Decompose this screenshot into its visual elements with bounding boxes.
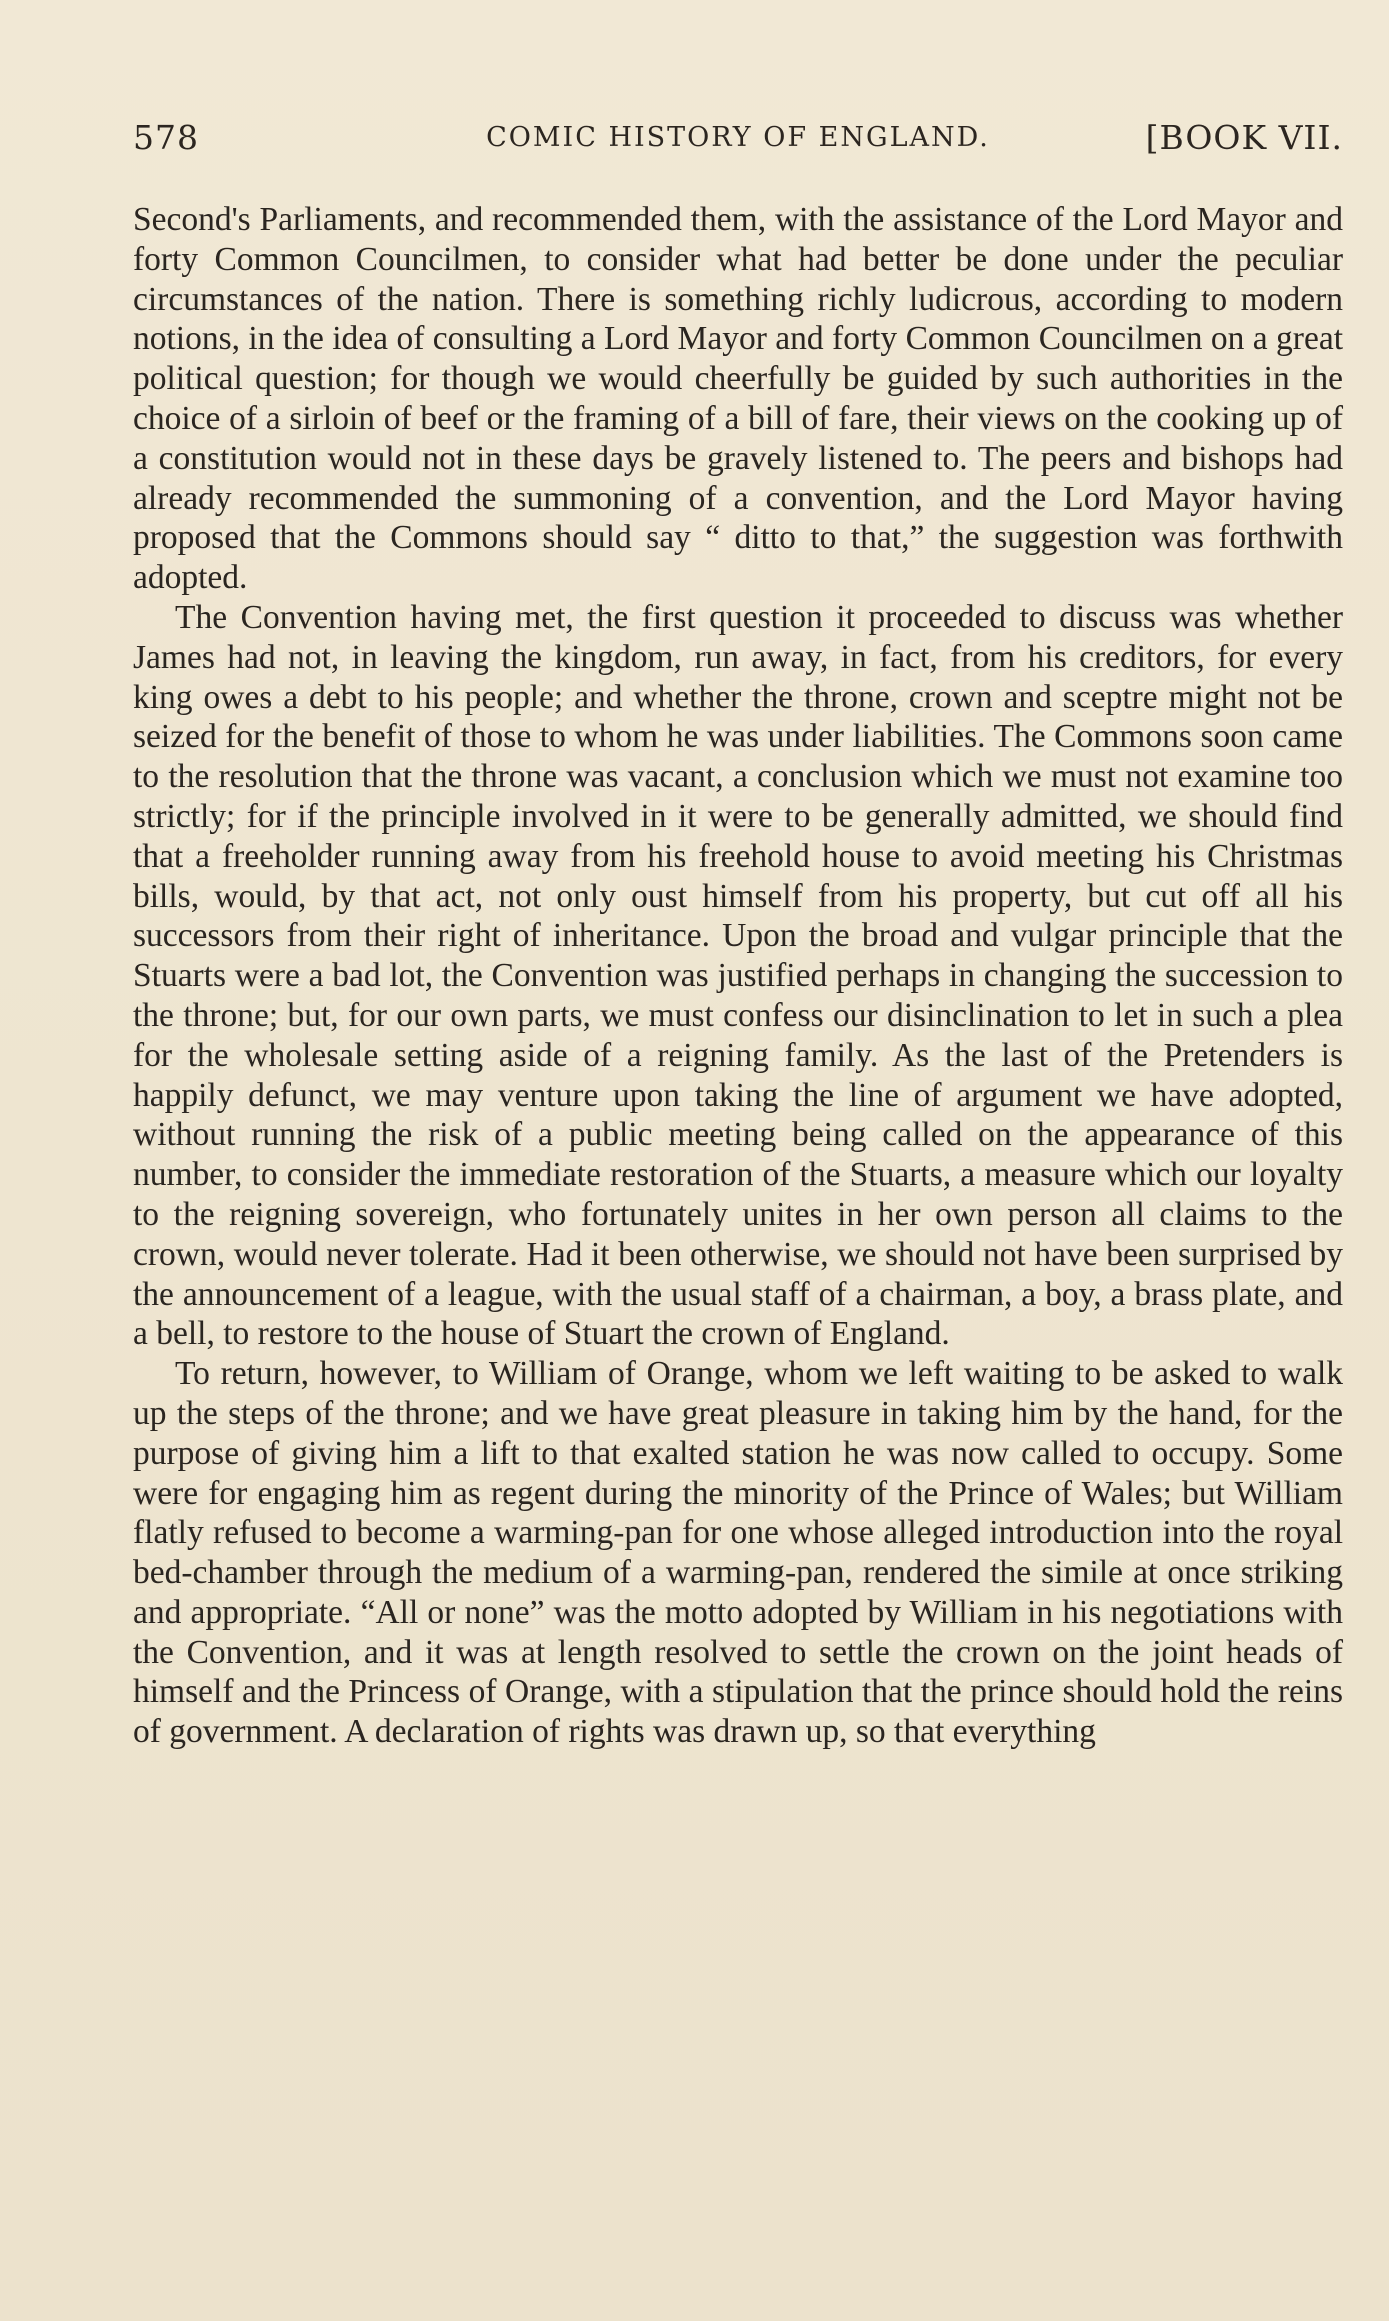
body-text — [133, 200, 1343, 1752]
running-title: COMIC HISTORY OF ENGLAND. — [486, 122, 990, 153]
paragraph: Second's Parliaments, and recommended them, with the assistance of the Lord Mayor and forty Common Councilmen, to consider what had better be done under the peculiar circumstances of the nation. There is something richly ludicrous, according to modern notions, in the idea of consulting a Lord Mayor and forty Common Councilmen on a great political question; for though we would cheerfully be guided by such authorities in the choice of a sirloin of beef or the framing of a bill of fare, their views on the cooking up of a constitution would not in these days be gravely listened to. The peers and bishops had already recommended the summoning of a convention, and the Lord Mayor having proposed that the Commons should say “ ditto to that,” the suggestion was forthwith adopted. — [133, 201, 1343, 597]
page-number: 578 — [133, 118, 199, 157]
page-header — [133, 118, 1343, 168]
paragraph: The Convention having met, the first question it proceeded to discuss was whether James had not, in leaving the kingdom, run away, in fact, from his creditors, for every king owes a debt to his people; and whether the throne, crown and sceptre might not be seized for the benefit of those to whom he was under liabilities. The Commons soon came to the resolution that the throne was vacant, a conclusion which we must not examine too strictly; for if the principle involved in it were to be generally admitted, we should find that a freeholder running away from his freehold house to avoid meeting his Christmas bills, would, by that act, not only oust himself from his property, but cut off all his successors from their right of inheritance. Upon the broad and vulgar principle that the Stuarts were a bad lot, the Convention was justified perhaps in changing the succession to the throne; but, for our own parts, we must confess our disinclination to let in such a plea for the wholesale setting aside of a reigning family. As the last of the Pretenders is happily defunct, we may venture upon taking the line of argument we have adopted, without running the risk of a public meeting being called on the appearance of this number, to consider the immediate restoration of the Stuarts, a measure which our loyalty to the reigning sovereign, who fortunately unites in her own person all claims to the crown, would never tolerate. Had it been otherwise, we should not have been surprised by the announcement of a league, with the usual staff of a chairman, a boy, a brass plate, and a bell, to restore to the house of Stuart the crown of England. — [133, 598, 1343, 1353]
book-reference: [BOOK VII. — [1145, 118, 1343, 157]
paragraph: To return, however, to William of Orange, whom we left waiting to be asked to walk up the steps of the throne; and we have great pleasure in taking him by the hand, for the purpose of giving him a lift to that exalted station he was now called to occupy. Some were for engaging him as regent during the minority of the Prince of Wales; but William flatly refused to become a warming-pan for one whose alleged introduction into the royal bed-chamber through the medium of a warming-pan, rendered the simile at once striking and appropriate. “All or none” was the motto adopted by William in his negotiations with the Convention, and it was at length resolved to settle the crown on the joint heads of himself and the Princess of Orange, with a stipulation that the prince should hold the reins of government. A declaration of rights was drawn up, so that everything — [133, 1355, 1343, 1751]
